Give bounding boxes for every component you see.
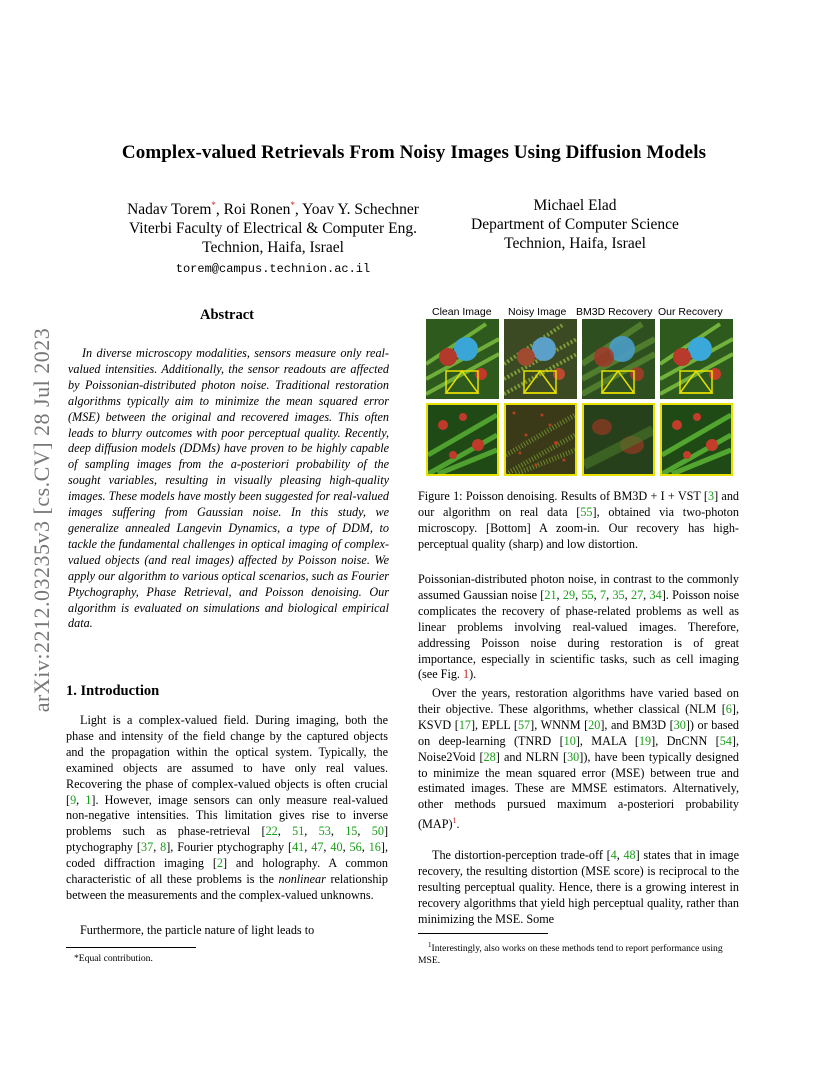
fig-label-clean: Clean Image: [432, 306, 492, 318]
abstract-heading: Abstract: [200, 307, 254, 323]
right-paragraph-2: Over the years, restoration algorithms have varied based on their objective. These algorithms, whether classical (NLM [6], KSVD [17], EPLL [57], WNNM [20], and BM3D [30]) or based on deep-learning (TNRD [10], MALA [19], DnCNN [54], Noise2Void [28] and NLRN [30]), have been typically designed to minimize the mean squared error (MSE) between true and estimated images. These are MMSE estimators. Alternatively, other methods pursued maximum a-posteriori probability (MAP)$^1$.: [418, 686, 740, 832]
our-image: [660, 319, 733, 399]
figure-1: [426, 306, 742, 476]
abstract-text: In diverse microscopy modalities, sensors measure only real-valued intensities. Additionally, the sensor readouts are affected by Poissonian-distributed photon noise. Traditional restoration algorithms typically aim to minimize the mean squared error (MSE) between the original and recovered images. This often leads to blurry outcomes with poor perceptual quality. Recently, deep diffusion models (DDMs) have proven to be highly capable of sampling images from the a-posteriori probability of the sought variables, resulting in visually pleasing high-quality images. These models have mostly been suggested for real-valued images suffering from Gaussian noise. In this study, we generalize annealed Langevin Dynamics, a type of DDM, to tackle the fundamental challenges in optical imaging of complex-valued objects (and real images) affected by Poisson noise. We apply our algorithm to various optical scenarios, such as Fourier Ptychography, Phase Retrieval, and Poisson denoising. Our algorithm is evaluated on simulations and biological empirical data.: [68, 346, 389, 631]
author-names-left: Nadav Torem*, Roi Ronen*, Yoav Y. Schechner: [127, 200, 419, 219]
footnote-rule-left: [66, 947, 196, 948]
arxiv-sidebar: [22, 300, 62, 740]
intro-paragraph-1: Light is a complex-valued field. During imaging, both the phase and intensity of the field change by the captured objects and the propagation within the optical system. Typically, the examined objects are assumed to have only real values. Recovering the phase of complex-valued objects is often crucial [9, 1]. However, image sensors can only measure real-valued non-negative intensities. This limitation gives rise to inverse problems such as phase-retrieval [22, 51, 53, 15, 50] ptychography [37, 8], Fourier ptychography [41, 47, 40, 56, 16], coded diffraction imaging [2] and holography. A common characteristic of all these problems is the nonlinear relationship between the measurements and the complex-valued unknowns.: [66, 713, 388, 902]
fig-label-bm3d: BM3D Recovery: [576, 306, 653, 318]
author-affiliation-left: Viterbi Faculty of Electrical & Computer Eng.: [129, 220, 417, 238]
clean-zoom: [426, 403, 499, 476]
intro-heading: 1. Introduction: [66, 683, 160, 699]
bm3d-image: [582, 319, 655, 399]
arxiv-id: arXiv:2212.03235v3 [cs.CV] 28 Jul 2023: [29, 327, 54, 713]
right-paragraph-3: The distortion-perception trade-off [4, 48] states that in image recovery, the resulting distortion (MSE score) is reciprocal to the resulting perceptual quality. Hence, there is a growing interest in recovery algorithms that yield high perceptual quality, rather than minimizing the MSE. Some: [418, 848, 739, 926]
clean-image: [426, 319, 499, 399]
author-email[interactable]: torem@campus.technion.ac.il: [175, 262, 371, 277]
author-names-right: Michael Elad: [533, 197, 617, 214]
bm3d-zoom: [582, 403, 655, 476]
intro-paragraph-2: Furthermore, the particle nature of light leads to: [80, 923, 315, 937]
fig-label-ours: Our Recovery: [658, 306, 723, 318]
noisy-zoom: [504, 403, 577, 476]
our-zoom: [660, 403, 733, 476]
paper-title: Complex-valued Retrievals From Noisy Images Using Diffusion Models: [121, 142, 707, 163]
footnote-right: $^1$Interestingly, also works on these methods tend to report performance using MSE.: [418, 941, 723, 967]
right-paragraph-1: Poissonian-distributed photon noise, in contrast to the commonly assumed Gaussian noise [21, 29, 55, 7, 35, 27, 34]. Poisson noise complicates the recovery of phase-related problems as well as linear problems involving real-valued images. Therefore, addressing Poisson noise during restoration is of great importance, especially in scientific tasks, such as cell imaging (see Fig. 1).: [418, 572, 740, 682]
figure-1-caption: Figure 1: Poisson denoising. Results of BM3D + I + VST [3] and our algorithm on real data [55], obtained via two-photon microscopy. [Bottom] A zoom-in. Our recovery has high-perceptual quality (sharp) and low distortion.: [418, 489, 740, 551]
footnote-rule-right: [418, 933, 548, 934]
author-location-left: Technion, Haifa, Israel: [202, 239, 344, 257]
author-block-right: [455, 196, 695, 253]
author-affiliation-right: Department of Computer Science: [471, 216, 679, 233]
fig-label-noisy: Noisy Image: [508, 306, 567, 318]
noisy-image: [504, 319, 577, 399]
author-location-right: Technion, Haifa, Israel: [504, 235, 646, 252]
author-block-left: [108, 196, 438, 279]
footnote-left: *Equal contribution.: [74, 953, 153, 964]
